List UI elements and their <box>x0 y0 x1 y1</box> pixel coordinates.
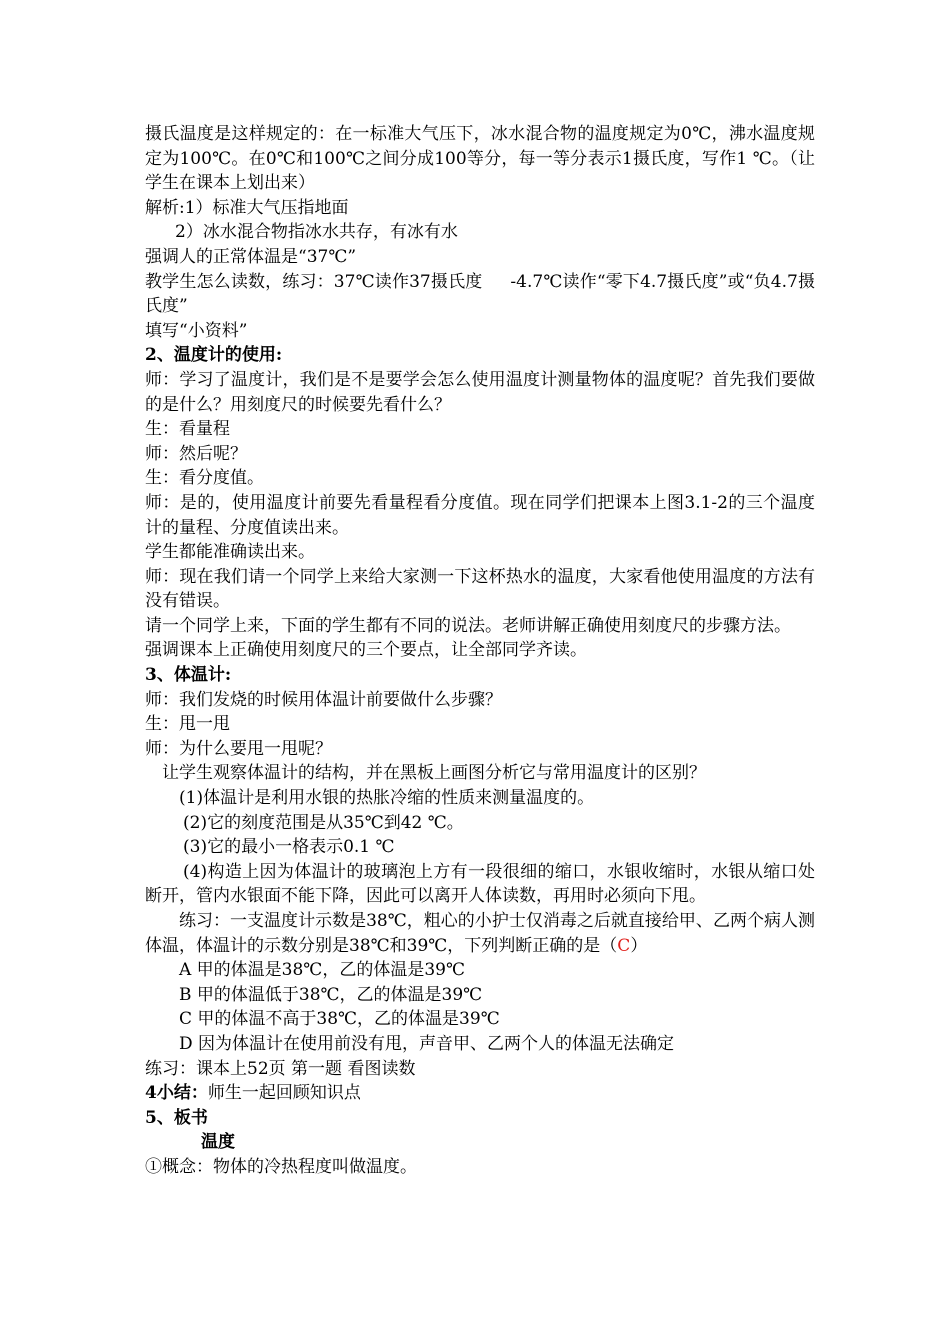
s3-student-answer: 生：甩一甩 <box>145 714 230 735</box>
s3-teacher-question: 师：我们发烧的时候用体温计前要做什么步骤？ <box>145 689 502 710</box>
s2-invite-student: 请一个同学上来，下面的学生都有不同的说法。老师讲解正确使用刻度尺的步骤方法。 <box>145 615 791 636</box>
s2-teacher-line-2: 师：然后呢？ <box>145 443 247 464</box>
analysis-line-1: 解析:1）标准大气压指地面 <box>145 197 349 218</box>
s3-point-2: (2)它的刻度范围是从35℃到42 ℃。 <box>183 812 464 833</box>
s3-teacher-line-2: 师：为什么要甩一甩呢？ <box>145 738 332 759</box>
s2-student-answer-1: 生：看量程 <box>145 419 230 440</box>
s2-student-answer-2: 生：看分度值。 <box>145 468 264 489</box>
section-3-heading: 3、体温计: <box>145 665 232 686</box>
section-4-text: 师生一起回顾知识点 <box>207 1083 361 1104</box>
exercise-text: 练习：一支温度计示数是38℃，粗心的小护士仅消毒之后就直接给甲、乙两个病人测体温，体温计的示数分别是38℃和39℃，下列判断正确的是（ <box>145 911 815 956</box>
option-a: A 甲的体温是38℃，乙的体温是39℃ <box>179 960 465 981</box>
s2-teacher-line-4: 师：现在我们请一个同学上来给大家测一下这杯热水的温度，大家看他使用温度的方法有没有错误。 <box>145 566 815 612</box>
board-concept: ①概念：物体的冷热程度叫做温度。 <box>145 1156 417 1177</box>
s3-point-3: (3)它的最小一格表示0.1 ℃ <box>183 837 395 858</box>
exercise-answer: C <box>617 935 631 956</box>
reading-practice-paragraph <box>145 270 815 319</box>
section-4-line <box>145 1081 815 1106</box>
reading-practice-b: -4.7℃读作“零下4.7摄氏度”或“负4.7摄氏度” <box>145 271 815 317</box>
reading-practice-a: 教学生怎么读数，练习：37℃读作37摄氏度 <box>145 271 483 292</box>
s2-teacher-question: 师：学习了温度计，我们是不是要学会怎么使用温度计测量物体的温度呢？首先我们要做的是什么？用刻度尺的时候要先看什么？ <box>145 369 815 415</box>
exercise-paragraph <box>145 909 815 958</box>
fill-info-line: 填写“小资料” <box>145 320 248 341</box>
s3-point-1: (1)体温计是利用水银的热胀冷缩的性质来测量温度的。 <box>179 788 595 809</box>
document-body <box>145 122 815 1180</box>
celsius-definition-paragraph: 摄氏温度是这样规定的：在一标准大气压下，冰水混合物的温度规定为0℃，沸水温度规定为100℃。在0℃和100℃之间分成100等分，每一等分表示1摄氏度，写作1 ℃。（让学生在课本上划出来） <box>145 124 815 194</box>
s2-emphasis: 强调课本上正确使用刻度尺的三个要点，让全部同学齐读。 <box>145 640 587 661</box>
section-5-heading: 5、板书 <box>145 1107 208 1128</box>
option-d: D 因为体温计在使用前没有甩，声音甲、乙两个人的体温无法确定 <box>179 1033 675 1054</box>
section-2-heading: 2、温度计的使用: <box>145 345 283 366</box>
practice-line: 练习：课本上52页 第一题 看图读数 <box>145 1058 416 1079</box>
s3-point-4: (4)构造上因为体温计的玻璃泡上方有一段很细的缩口，水银收缩时，水银从缩口处断开，管内水银面不能下降，因此可以离开人体读数，再用时必须向下甩。 <box>145 861 815 907</box>
option-c: C 甲的体温不高于38℃，乙的体温是39℃ <box>179 1009 500 1030</box>
s2-students-read: 学生都能准确读出来。 <box>145 542 315 563</box>
analysis-line-2: 2）冰水混合物指冰水共存，有冰有水 <box>175 222 458 243</box>
s3-observe: 让学生观察体温计的结构，并在黑板上画图分析它与常用温度计的区别？ <box>162 763 706 784</box>
option-b: B 甲的体温低于38℃，乙的体温是39℃ <box>179 984 483 1005</box>
s2-teacher-line-3: 师：是的，使用温度计前要先看量程看分度值。现在同学们把课本上图3.1-2的三个温度计的量程、分度值读出来。 <box>145 492 815 538</box>
exercise-close: ） <box>630 935 648 956</box>
board-title: 温度 <box>201 1132 235 1153</box>
normal-temperature-line: 强调人的正常体温是“37℃” <box>145 246 357 267</box>
section-4-heading: 4小结： <box>145 1083 208 1104</box>
